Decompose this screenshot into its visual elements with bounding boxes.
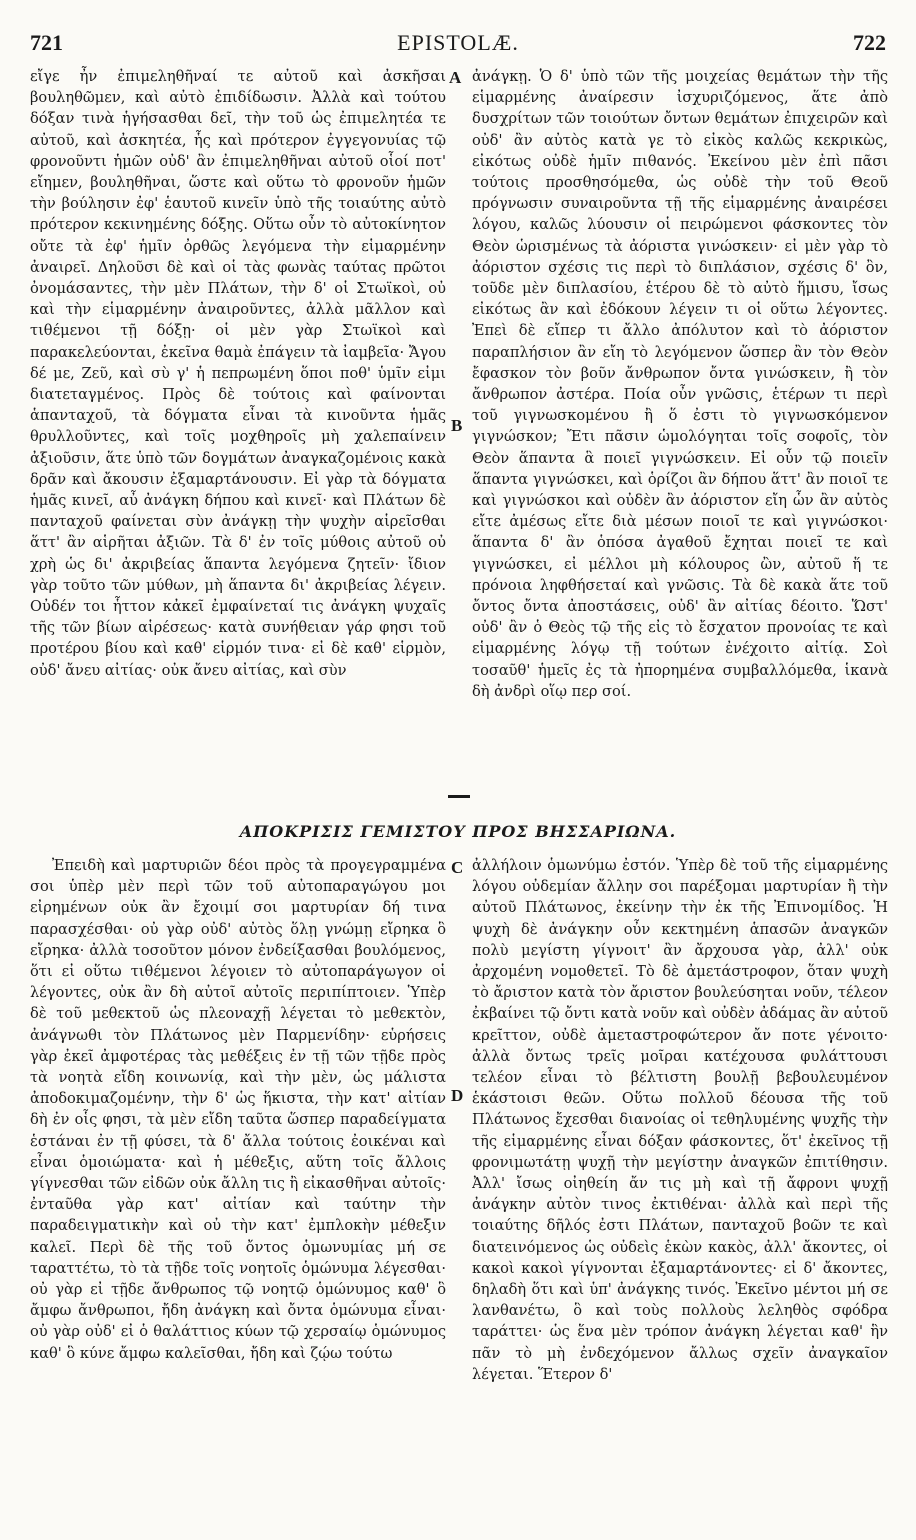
margin-marker-a: A <box>449 68 462 87</box>
paragraph: Ἐπειδὴ καὶ μαρτυριῶν δέοι πρὸς τὰ προγεγραμμένα σοι ὑπὲρ μὲν περὶ τῶν τοῦ αὐτοπαραγώγου μοι εἰρημένων οὐκ ἂν ἔχοιμί σοι μαρτυρίαν δή τινα παρασχέσθαι· οὐ γὰρ οὐδ' αὐτὸς ὅλῃ γνώμῃ εἴρηκα ὃ εἴρηκα· ἀλλὰ τοσοῦτον μόνον ἐνδείξασθαι βουλόμενος, ὅτι εἰ οὕτω τιθέμενοι λέγοιεν τὸ αὐτοπαράγωγον οἱ λέγοντες, οὐκ ἂν δὴ αὐτοῖ αὐτοῖς περιπίπτοιεν. Ὑπὲρ δὲ τοῦ μεθεκτοῦ ὡς πλεοναχῇ λέγεται τὸ μεθεκτὸν, ἀνάγνωθι τὸν Πλάτωνος μὲν Παρμενίδην· εὑρήσεις γὰρ ἐκεῖ ἀμφοτέρας τὰς μεθέξεις ἐν τῇ τῶν τῇδε πρὸς τὰ νοητὰ εἴδη κοινωνίᾳ, καὶ τὴν μὲν, ὡς μάλιστα ἀποδοκιμαζομένην, τὴν δ' ὡς ἥκιστα, τὴν κατ' αἰτίαν δὴ ἐν οἷς φησι, τὰ μὲν εἴδη ταῦτα ὥσπερ παραδείγματα ἑστάναι ἐν τῇ φύσει, τὰ δ' ἄλλα τούτοις ἐοικέναι καὶ εἶναι ὁμοιώματα· καὶ ἡ μέθεξις, αὕτη τοῖς ἄλλοις γίγνεσθαι τῶν εἰδῶν οὐκ ἄλλη τις ἢ εἰκασθῆναι αὐτοῖς· ἐνταῦθα γὰρ κατ' αἰτίαν καὶ ταύτην τὴν παραδειγματικὴν καὶ οὐ τὴν κατ' ἐμπλοκὴν μέθεξιν καλεῖ. Περὶ δὲ τῆς τοῦ ὄντος ὁμωνυμίας μή σε ταραττέτω, τὸ τὰ τῇδε τοῖς νοητοῖς ὁμώνυμα λέγεσθαι· οὐ γὰρ εἰ τῇδε ἄνθρωπος τῷ νοητῷ ὁμώνυμος καθ' ὃ ἄμφω ἄνθρωποι, ἤδη ἀνάγκη καὶ ὄντα ὁμώνυμα εἶναι· οὐ γὰρ οὐδ' εἰ ὁ θαλάττιος κύων τῷ χερσαίῳ ὁμώνυμος καθ' ὃ κύνε ἄμφω καλεῖσθαι, ἤδη καὶ ζῴω τούτω <box>30 857 446 1362</box>
page-number-right: 722 <box>853 30 886 55</box>
paragraph: ἀλλήλοιν ὁμωνύμω ἐστόν. Ὑπὲρ δὲ τοῦ τῆς εἱμαρμένης λόγου οὐδεμίαν ἄλλην σοι παρέξομαι μαρτυρίαν ἢ τὴν αὐτοῦ Πλάτωνος, ἐκείνην τὴν ἐκ τῆς Ἐπινομίδος. Ἡ ψυχὴ δὲ ἀνάγκην οὖν κεκτημένη ἁπασῶν ἀναγκῶν πολὺ μεγίστη γίγνοιτ' ἂν ἄρχουσα γὰρ, ἀλλ' οὐκ ἀρχομένη νομοθετεῖ. Τὸ δὲ ἀμετάστροφον, ὅταν ψυχὴ τὸ ἄριστον κατὰ τὸν ἄριστον βουλεύσηται νοῦν, τέλεον ἐκβαίνει τῷ ὄντι κατὰ νοῦν καὶ οὐδὲν ἀδάμας ἂν αὐτοῦ κρεῖττον, οὐδὲ ἀμεταστροφώτερον ἄν ποτε γένοιτο· ἀλλὰ ὄντως τρεῖς μοῖραι κατέχουσα φυλάττουσι τελέον εἶναι τὸ βέλτιστη βουλῇ βεβουλευμένον ἑκάστοισι θεῶν. Οὕτω πολλοῦ δέουσα τῆς τοῦ Πλάτωνος ἔχεσθαι διανοίας οἱ τεθηλυμένης ψυχῆς τὴν τῆς εἱμαρμένης εἶναι δόξαν φάσκοντες, ὅτ' ἐκεῖνος τῇ φρονιμωτάτῃ ψυχῇ τὴν μεγίστην ἀναγκῶν ἐπιτίθησιν. Ἀλλ' ἴσως οἰηθείη ἄν τις μὴ καὶ τῇ ἄφρονι ψυχῇ ἀνάγκην αὐτὸν τινος ἐκτιθέναι· ἀλλὰ καὶ περὶ τῆς τοιαύτης δῆλός ἐστι Πλάτων, πανταχοῦ βοῶν τε καὶ διατεινόμενος ὡς οὐδεὶς ἑκὼν κακὸς, ἀλλ' ἄκοντες, οἱ κακοὶ κακοὶ γίγνονται ἐξαμαρτάνοντες· εἰ δ' ἄκοντες, δηλαδὴ ὅτι καὶ ὑπ' ἀνάγκης τινός. Ἐκεῖνο μέντοι μή σε λανθανέτω, ὃ καὶ τοὺς πολλοὺς λεληθὸς σφόδρα ταράττει· ὡς ἕνα μὲν τρόπον ἀνάγκη λέγεται καθ' ἣν πᾶν τὸ μὴ ἐνδεχόμενον ἄλλως σχεῖν ἀναγκαῖον λέγεται. Ἕτερον δ' <box>472 857 888 1383</box>
paragraph: ἀνάγκῃ. Ὁ δ' ὑπὸ τῶν τῆς μοιχείας θεμάτων τὴν τῆς εἱμαρμένης ἀναίρεσιν ἰσχυριζόμενος, ἅτε ἀπὸ δυσχρίτων τῶν τοιούτων ὄντων θεμάτων ἐπιχειρῶν καὶ οὐδ' ἂν αὐτὸς κατὰ γε τὸ εἰκὸς καλῶς κεκρικὼς, εἰκότως οὐδὲ ἡμῖν πιθανός. Ἐκείνου μὲν ἐπὶ πᾶσι τούτοις προσθησόμεθα, ὡς οὐδὲ τὴν τοῦ Θεοῦ πρόγνωσιν συναιροῦντα τῇ τῆς εἱμαρμένης ἀναιρέσει λόγου, καλῶς λύουσιν οἱ πειρώμενοι φάσκοντες τὸν Θεὸν ὡρισμένως τὰ ἀόριστα γινώσκειν· εἰ μὲν γὰρ τὸ ἀόριστον σχέσις τις περὶ τὸ διπλάσιον, σχέσις δ' ὂν, τοῦδε μὲν διπλασίου, ἑτέρου δὲ τὸ αὐτὸ ἥμισυ, ἴσως εἰκότως ἂν καὶ ἐδόκουν λέγειν τι οἱ οὕτω λέγοντες. Ἐπεὶ δὲ εἴπερ τι ἄλλο ἀπόλυτον καὶ τὸ ἀόριστον παραπλήσιον ἂν εἴη τὸ λεγόμενον ὥσπερ ἂν τὸν Θεὸν ἔφασκον τὸν βοῦν ἄνθρωπον ὄντα γινώσκειν, ἢ τὸν ἄνθρωπον ἀστέρα. Ποία οὖν γνῶσις, ἑτέρων τι περὶ τοῦ γιγνωσκομένου ἢ ὅ ἐστι τὸ γιγνωσκόμενον γιγνώσκον; Ἔτι πᾶσιν ὡμολόγηται τοῖς σοφοῖς, τὸν Θεὸν ἅπαντα ἃ ποιεῖ γιγνώσκειν. Εἰ οὖν τῷ ποιεῖν ἅπαντα γιγνώσκει, καὶ ὁρίζοι ἂν δήπου ἅττ' ἂν ποιοῖ τε καὶ γιγνώσκοι καὶ οὐδὲν ἂν ἀόριστον εἴη ὧν ἂν αὐτὸς εἴτε ἀμέσως εἴτε διὰ μέσων ποιοῖ τε καὶ γιγνώσκοι· ἅπαντα δ' ἂν ὁπόσα ἀγαθοῦ ἔχηται ποιεῖ τε καὶ γιγνώσκει, εἰ μέλλοι μὴ κόλουρος ὢν, αὐτοῦ ἥ τε πρόνοια ληφθήσεταί καὶ γνῶσις. Τὰ δὲ κακὰ ἅτε τοῦ ὄντος ὄντα ἀποστάσεις, οὐδ' ἂν αἰτίας δέοιτο. Ὥστ' οὐδ' ἂν ὁ Θεὸς τῷ τῆς εἰς τὸ ἔσχατον προνοίας τε καὶ εἱμαρμένης λόγῳ τῇ τούτων ἐνέχοιτο αἰτίᾳ. Σοὶ τοσαῦθ' ἡμεῖς ἐς τὰ ἠπορημένα συμβαλλόμεθα, ἱκανὰ δὴ ἀνδρὶ οἵῳ περ σοί. <box>472 68 888 700</box>
page-number-left: 721 <box>30 30 63 55</box>
running-title: EPISTOLÆ. <box>397 30 519 55</box>
page-header <box>30 30 886 62</box>
column-4 <box>472 855 888 1535</box>
paragraph: εἴγε ἦν ἐπιμεληθῆναί τε αὐτοῦ καὶ ἀσκῆσαι βουληθῶμεν, καὶ αὐτὸ ἐπιδίδωσιν. Ἀλλὰ καὶ τούτου δόξαν τινὰ ἡγήσασθαι δεῖ, τὴν τοῦ ὡς ἐπιμελητέα τε αὐτοῦ, καὶ ἀσκητέα, ἧς καὶ πρότερον ἐγγεγονυίας τῷ φρονοῦντι ἡμῶν οὐδ' ἂν ἐπιμεληθῆναι αὐτοῦ οἷοί ποτ' εἴημεν, βουληθῆναι, ὥστε καὶ οὕτω τὸ φρονοῦν ἡμῶν τὴν βούλησιν ἐφ' ἑαυτοῦ κινεῖν ὑπὸ τῆς τοιαύτης αὐτὸ πρότερον κεκινημένης δόξης. Οὕτω οὖν τὸ αὐτοκίνητον οὔτε τὰ ἐφ' ἡμῖν ὀρθῶς λεγόμενα τὴν εἱμαρμένην ἀναιρεῖ. Δηλοῦσι δὲ καὶ οἱ τὰς φωνὰς ταύτας πρῶτοι ὀνομάσαντες, τὴν μὲν Πλάτων, τὴν δ' οἱ Στωϊκοὶ, οὐ καὶ τὴν εἱμαρμένην ἀναιροῦντες, ἀλλὰ μᾶλλον καὶ τιθέμενοι τῇ δόξῃ· οἱ μὲν γὰρ Στωϊκοὶ καὶ παρακελεύονται, ἐκεῖνα θαμὰ ἐπάγειν τὰ ἰαμβεῖα· Ἄγου δέ με, Ζεῦ, καὶ σὺ γ' ἡ πεπρωμένη ὅποι ποθ' ὑμῖν εἰμι διατεταγμένος. Πρὸς δὲ τούτοις καὶ φαίνονται ἁπανταχοῦ, τὰ δόγματα εἶναι τὰ κινοῦντα ἡμᾶς θρυλλοῦντες, καὶ τοῖς μοχθηροῖς μὴ χαλεπαίνειν ἀξιοῦσιν, ἅτε ὑπὸ τῶν δογμάτων ἀναγκαζομένοις κακὰ δρᾶν καὶ ἄκουσιν ἐξαμαρτάνουσιν. Εἰ γὰρ τὰ δόγματα ἡμᾶς κινεῖ, αὖ ἀνάγκη δήπου καὶ κινεῖ· καὶ Πλάτων δὲ πανταχοῦ φαίνεται σὺν ἀνάγκῃ τὴν ψυχὴν αἱρεῖσθαι ἅττ' ἂν αἱρῆται ἀξιῶν. Τὰ δ' ἐν τοῖς μύθοις αὐτοῦ οὐ χρὴ ὡς δι' ἀκριβείας ἅπαντα λεγόμενα ζητεῖν· ἴδιον γὰρ τοῦτο τῶν μύθων, μὴ ἅπαντα δι' ἀκριβείας λέγειν. Οὐδέν τοι ἧττον κἀκεῖ ἐμφαίνεταί τις ἀνάγκη ψυχαῖς τῆς τῶν βίων αἱρέσεως· κατὰ συνήθειαν γάρ φησι τοῦ προτέρου βίου καὶ καθ' εἱρμόν τινα· εἰ δὲ καθ' εἱρμὸν, οὐδ' ἄνευ αἰτίας· οὐκ ἄνευ αἰτίας, καὶ σὺν <box>30 68 446 679</box>
margin-marker-d: D <box>451 1086 464 1105</box>
section-divider <box>448 795 470 798</box>
column-3 <box>30 855 446 1535</box>
column-1 <box>30 66 446 766</box>
margin-marker-c: C <box>451 858 464 877</box>
section-title: ΑΠΟΚΡΙΣΙΣ ΓΕΜΙΣΤΟΥ ΠΡΟΣ ΒΗΣΣΑΡΙΩΝΑ. <box>239 822 677 841</box>
column-2 <box>472 66 888 766</box>
margin-marker-b: B <box>451 416 463 435</box>
